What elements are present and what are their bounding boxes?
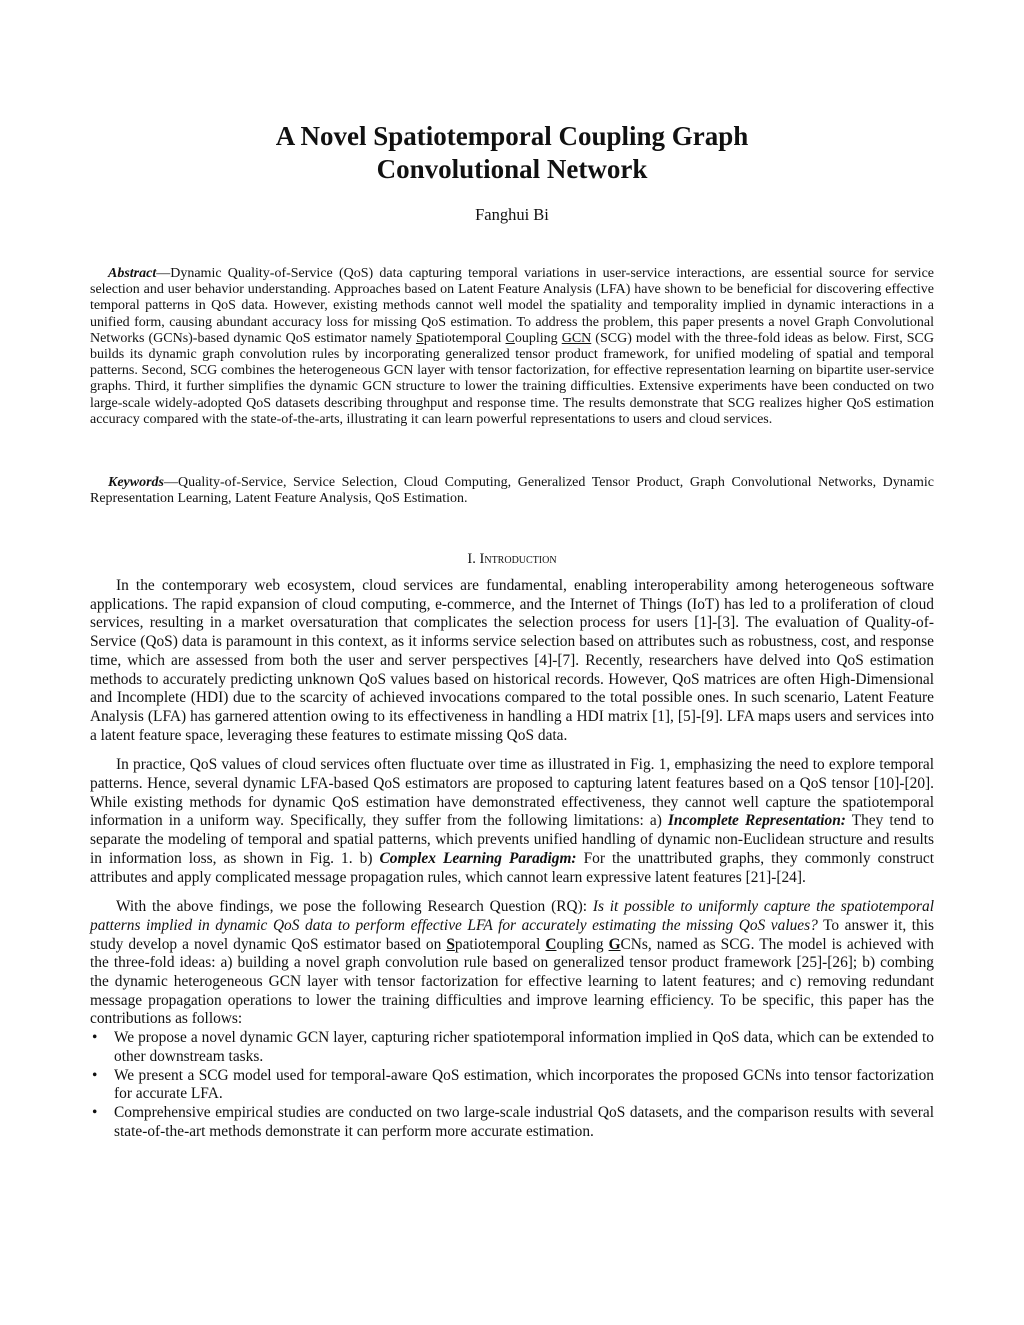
research-question: Is it possible to uniformly capture the spatiotemporal patterns implied in dynamic QoS data to perform effective LFA for accurately estimating the missing QoS values? bbox=[90, 898, 934, 934]
contribution-text: We present a SCG model used for temporal-aware QoS estimation, which incorporates the proposed GCNs into tensor factorization for accurate LFA. bbox=[114, 1066, 934, 1103]
keywords-label: Keywords bbox=[108, 475, 164, 490]
p3-text-a: With the above findings, we pose the following Research Question (RQ): bbox=[116, 898, 593, 916]
abstract-model-part-2: oupling bbox=[514, 330, 562, 346]
paper-title bbox=[90, 120, 934, 186]
p3-text-b: To answer it, this study develop a novel dynamic QoS estimator based on bbox=[90, 916, 935, 953]
abstract-model-gcn: GCN bbox=[561, 330, 592, 346]
section-heading bbox=[90, 551, 934, 568]
contributions-list bbox=[90, 1029, 934, 1141]
p3-model-s-rest: patiotemporal bbox=[454, 935, 546, 953]
abstract-dash: — bbox=[156, 266, 171, 281]
author-name: Fanghui Bi bbox=[475, 205, 549, 224]
p2-text-b: They tend to separate the modeling of temporal and spatial patterns, which prevents unified handling of dynamic non-Euclidean structure and results in information loss, as shown in Fig. 1. b) bbox=[90, 812, 934, 867]
contribution-text: We propose a novel dynamic GCN layer, capturing richer spatiotemporal information implied in QoS data, which can be extended to other downstream tasks. bbox=[114, 1029, 934, 1065]
title-line-1: A Novel Spatiotemporal Coupling Graph bbox=[275, 121, 749, 151]
contribution-text: Comprehensive empirical studies are conducted on two large-scale industrial QoS datasets, and the comparison results with several state-of-the-art methods demonstrate it can perform more accurate estimation. bbox=[114, 1103, 934, 1140]
title-line-2: Convolutional Network bbox=[376, 154, 648, 184]
abstract-model-part-1: patiotemporal bbox=[423, 330, 506, 346]
p3-model-c: C bbox=[545, 935, 557, 953]
p3-model-g: G bbox=[608, 935, 621, 953]
limitation-1: Incomplete Representation: bbox=[667, 812, 846, 830]
p2-text-a: In practice, QoS values of cloud services often fluctuate over time as illustrated in Fig. 1, emphasizing the need to explore temporal patterns. Hence, several dynamic LFA-based QoS estimators are proposed to capturing latent features based on a QoS tensor [10]-[20]. While existing methods for dynamic QoS estimation have demonstrated effectiveness, they cannot well capture the spatiotemporal information in a uniform way. Specifically, they suffer from the following limitations: a) bbox=[90, 756, 934, 830]
abstract-model-c: C bbox=[505, 330, 515, 346]
contribution-item bbox=[90, 1067, 934, 1104]
abstract-text: Dynamic Quality-of-Service (QoS) data capturing temporal variations in user-service interactions, are essential source for service selection and user behavior understanding. Approaches based on Latent Feature Analysis (LFA) have shown to be beneficial for discovering effective temporal patterns in QoS data. However, existing methods cannot well model the spatiality and temporality implied in dynamic interactions in a unified form, causing abundant accuracy loss for missing QoS estimation. To address the problem, this paper presents a novel Graph Convolutional Networks (GCNs)-based dynamic QoS estimator namely bbox=[90, 266, 934, 346]
abstract-text-2: (SCG) model with the three-fold ideas as below. First, SCG builds its dynamic graph convolution rules by incorporating generalized tensor product framework, for unified modeling of spatial and temporal patterns. Second, SCG combines the heterogeneous GCN layer with tensor factorization, for effective representation learning on bipartite user-service graphs. Third, it further simplifies the dynamic GCN structure to lower the training difficulties. Extensive experiments have been conducted on two large-scale widely-adopted QoS datasets describing throughput and response time. The results demonstrate that SCG realizes higher QoS estimation accuracy compared with the state-of-the-arts, illustrating it can learn powerful representations to users and cloud services. bbox=[90, 330, 935, 427]
abstract-label: Abstract bbox=[108, 266, 157, 281]
keywords-text: Quality-of-Service, Service Selection, Cloud Computing, Generalized Tensor Product, Graph Convolutional Networks, Dynamic Representation Learning, Latent Feature Analysis, QoS Estimation. bbox=[90, 475, 934, 507]
intro-paragraph-1: In the contemporary web ecosystem, cloud services are fundamental, enabling interoperability among heterogeneous software applications. The rapid expansion of cloud computing, e-commerce, and the Internet of Things (IoT) has led to a proliferation of cloud services, resulting in a market oversaturation that complicates the selection process for users [1]-[3]. The evaluation of Quality-of-Service (QoS) data is paramount in this context, as it informs service selection based on attributes such as robustness, cost, and response time, which are assessed from both the user and server perspectives [4]-[7]. Recently, researchers have delved into QoS estimation methods to accurately predicting unknown QoS values based on historical records. However, QoS matrices are often High-Dimensional and Incomplete (HDI) due to the scarcity of achieved invocations compared to the total possible ones. In such scenario, Latent Feature Analysis (LFA) has garnered attention owing to its effectiveness in handling a HDI matrix [1], [5]-[9]. LFA maps users and services into a latent feature space, leveraging these features to estimate missing QoS data. bbox=[90, 577, 934, 744]
limitation-2: Complex Learning Paradigm: bbox=[379, 849, 577, 867]
p3-model-g-rest: CNs, named as SCG. The model is achieved with the three-fold ideas: a) building a novel graph convolution rule based on generalized tensor product framework [25]-[26]; b) combing the dynamic heterogeneous GCN layer with tensor factorization for effective learning to latent features; and c) removing redundant message propagation operations to lower the training difficulties and improve learning efficiency. To be specific, this paper has the contributions as follows: bbox=[90, 935, 934, 1028]
p2-text-c: For the unattributed graphs, they commonly construct attributes and apply complicated message propagation rules, which cannot learn expressive latent features [21]-[24]. bbox=[90, 849, 934, 886]
abstract bbox=[90, 266, 934, 428]
bullet-icon: • bbox=[92, 1029, 98, 1047]
p3-model-c-rest: oupling bbox=[556, 935, 609, 953]
bullet-icon: • bbox=[92, 1066, 98, 1084]
contribution-item bbox=[90, 1104, 934, 1141]
keywords-dash: — bbox=[164, 475, 178, 490]
abstract-model-s: S bbox=[415, 330, 424, 346]
p3-model-s: S bbox=[446, 935, 455, 953]
introduction-body bbox=[90, 577, 934, 1141]
intro-paragraph-2 bbox=[90, 756, 934, 887]
bullet-icon: • bbox=[92, 1103, 98, 1121]
intro-paragraph-3 bbox=[90, 898, 934, 1029]
section-title: Introduction bbox=[479, 551, 557, 567]
contribution-item bbox=[90, 1029, 934, 1066]
keywords bbox=[90, 475, 934, 507]
section-number: I. bbox=[467, 551, 476, 567]
